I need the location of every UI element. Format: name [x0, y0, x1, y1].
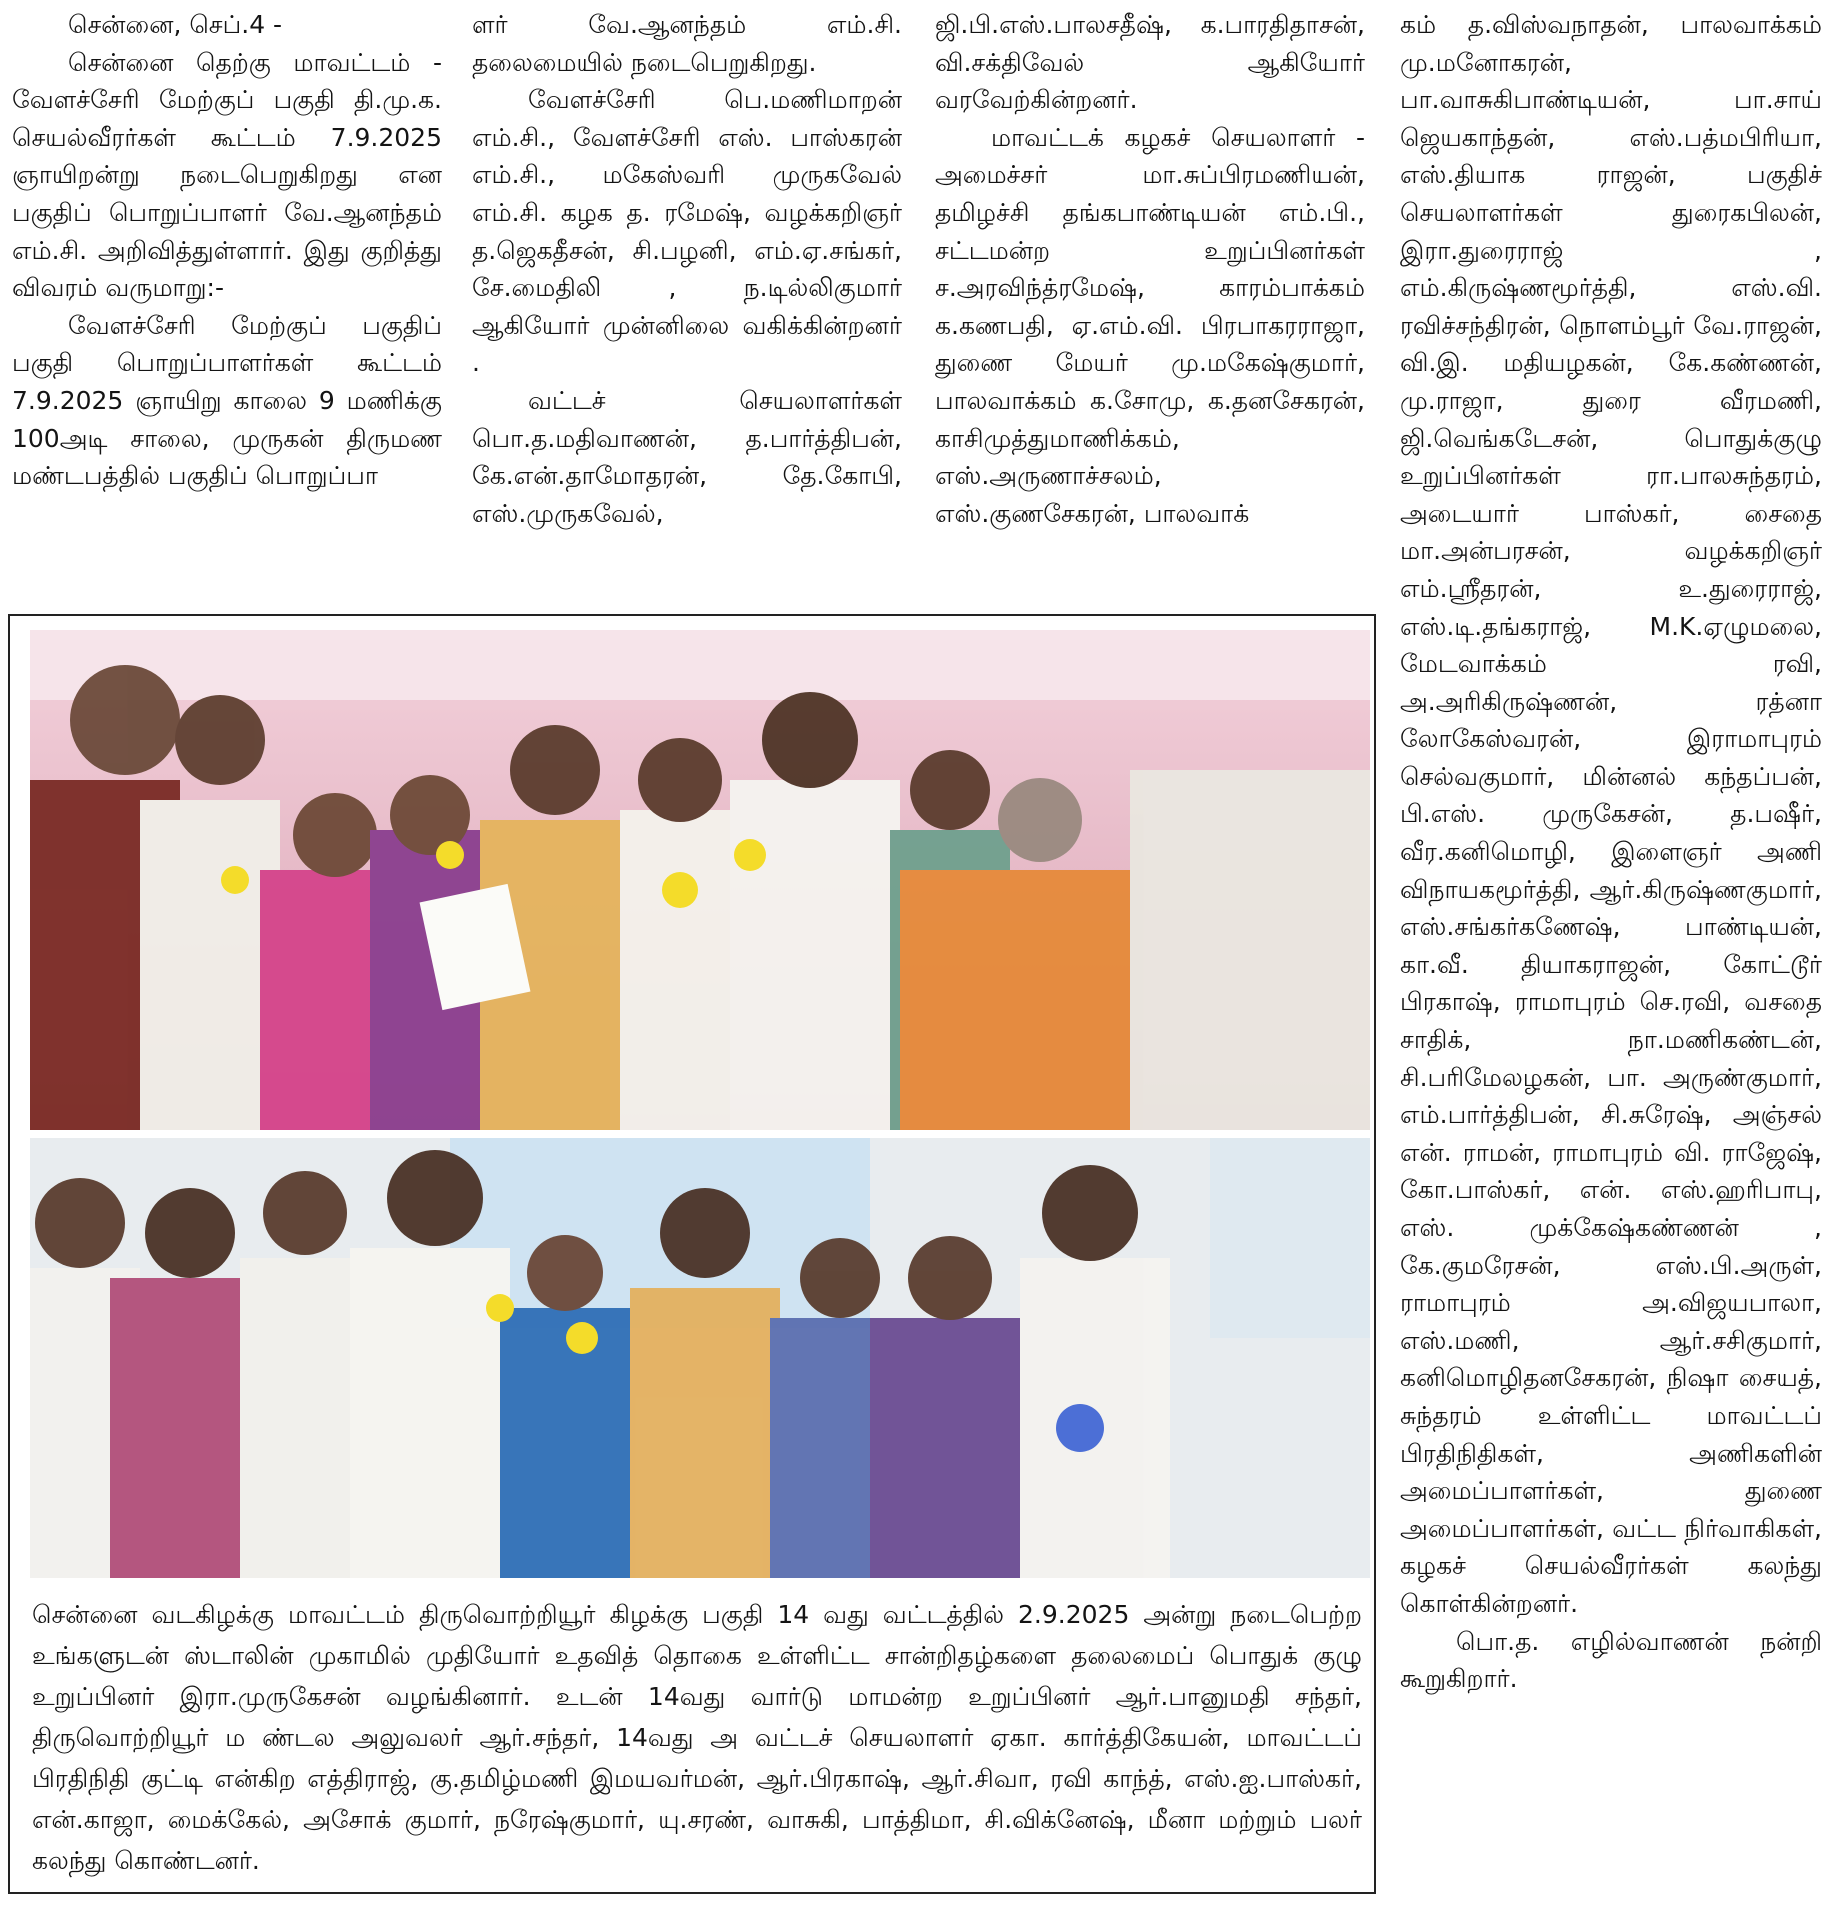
event-photo-top: [30, 630, 1370, 1130]
article-column-2: [472, 6, 902, 532]
group-photo-illustration: [30, 630, 1370, 1130]
event-photo-bottom: [30, 1138, 1370, 1578]
article-paragraph: வேளச்சேரி மேற்குப் பகுதிப் பகுதி பொறுப்பாளர்கள் கூட்டம் 7.9.2025 ஞாயிறு காலை 9 மணிக்கு 100அடி சாலை, முருகன் திருமண மண்டபத்தில் பகுதிப் பொறுப்பா: [12, 310, 442, 491]
article-paragraph: ளர் வே.ஆனந்தம் எம்.சி. தலைமையில் நடைபெறுகிறது.: [472, 10, 902, 77]
photo-caption: சென்னை வடகிழக்கு மாவட்டம் திருவொற்றியூர் கிழக்கு பகுதி 14 வது வட்டத்தில் 2.9.2025 அன்று நடைபெற்ற உங்களுடன் ஸ்டாலின் முகாமில் முதியோர் உதவித் தொகை உள்ளிட்ட சான்றிதழ்களை தலைமைப் பொதுக் குழு உறுப்பினர் இரா.முருகேசன் வழங்கினார். உடன் 14வது வார்டு மாமன்ற உறுப்பினர் ஆர்.பானுமதி சந்தர், திருவொற்றியூர் ம ண்டல அலுவலர் ஆர்.சந்தர், 14வது அ வட்டச் செயலாளர் ஏகா. கார்த்திகேயன், மாவட்டப் பிரதிநிதி குட்டி என்கிற எத்திராஜ், கு.தமிழ்மணி இமயவர்மன், ஆர்.பிரகாஷ், ஆர்.சிவா, ரவி காந்த், எஸ்.ஐ.பாஸ்கர், என்.காஜா, மைக்கேல், அசோக் குமார், நரேஷ்குமார், யு.சரண், வாசுகி, பாத்திமா, சி.விக்னேஷ், மீனா மற்றும் பலர் கலந்து கொண்டனர்.: [32, 1600, 1362, 1875]
photo-caption-box: [8, 614, 1376, 1894]
article-paragraph: கம் த.விஸ்வநாதன், பாலவாக்கம் மு.மனோகரன், பா.வாசுகிபாண்டியன், பா.சாய் ஜெயகாந்தன், எஸ்.பத்மபிரியா, எஸ்.தியாக ராஜன், பகுதிச் செயலாளர்கள் துரைகபிலன், இரா.துரைராஜ் , எம்.கிருஷ்ணமூர்த்தி, எஸ்.வி. ரவிச்சந்திரன், நொளம்பூர் வே.ராஜன், வி.இ. மதியழகன், கே.கண்ணன், மு.ராஜா, துரை வீரமணி, ஜி.வெங்கடேசன், பொதுக்குழு உறுப்பினர்கள் ரா.பாலசுந்தரம், அடையார் பாஸ்கர், சைதை மா.அன்பரசன், வழக்கறிஞர் எம்.ஸ்ரீதரன், உ.துரைராஜ், எஸ்.டி.தங்கராஜ், M.K.ஏழுமலை, மேடவாக்கம் ரவி, அ.அரிகிருஷ்ணன், ரத்னா லோகேஸ்வரன், இராமாபுரம் செல்வகுமார், மின்னல் கந்தப்பன், பி.எஸ். முருகேசன், த.பஷீர், வீர.கனிமொழி, இளைஞர் அணி விநாயகமூர்த்தி, ஆர்.கிருஷ்ணகுமார், எஸ்.சங்கர்கணேஷ், பாண்டியன், கா.வீ. தியாகராஜன், கோட்டூர் பிரகாஷ், ராமாபுரம் செ.ரவி, வசதை சாதிக், நா.மணிகண்டன், சி.பரிமேலழகன், பா. அருண்குமார், எம்.பார்த்திபன், சி.சுரேஷ், அஞ்சல் என். ராமன், ராமாபுரம் வி. ராஜேஷ், கோ.பாஸ்கர், என். எஸ்.ஹரிபாபு, எஸ். முக்கேஷ்கண்ணன் , கே.குமரேசன், எஸ்.பி.அருள், ராமாபுரம் அ.விஜயபாலா, எஸ்.மணி, ஆர்.சசிகுமார், கனிமொழிதனசேகரன், நிஷா சையத், சுந்தரம் உள்ளிட்ட மாவட்டப் பிரதிநிதிகள், அணிகளின் அமைப்பாளர்கள், துணை அமைப்பாளர்கள், வட்ட நிர்வாகிகள், கழகச் செயல்வீரர்கள் கலந்து கொள்கின்றனர்.: [1400, 10, 1822, 1618]
article-paragraph: பொ.த. எழில்வாணன் நன்றி கூறுகிறார்.: [1400, 1626, 1822, 1694]
article-paragraph: வேளச்சேரி பெ.மணிமாறன் எம்.சி., வேளச்சேரி எஸ். பாஸ்கரன் எம்.சி., மகேஸ்வரி முருகவேல் எம்.சி. கழக த. ரமேஷ், வழக்கறிஞர் த.ஜெகதீசன், சி.பழனி, எம்.ஏ.சங்கர், சே.மைதிலி , ந.டில்லிகுமார் ஆகியோர் முன்னிலை வகிக்கின்றனர் .: [472, 85, 902, 378]
article-column-1: [12, 6, 442, 495]
article-column-3: [935, 6, 1365, 532]
article-paragraph: சென்னை தெற்கு மாவட்டம் - வேளச்சேரி மேற்குப் பகுதி தி.மு.க. செயல்வீரர்கள் கூட்டம் 7.9.2025 ஞாயிறன்று நடைபெறுகிறது என பகுதிப் பொறுப்பாளர் வே.ஆனந்தம் எம்.சி. அறிவித்துள்ளார். இது குறித்து விவரம் வருமாறு:-: [12, 47, 442, 303]
article-paragraph: மாவட்டக் கழகச் செயலாளர் - அமைச்சர் மா.சுப்பிரமணியன், தமிழச்சி தங்கபாண்டியன் எம்.பி., சட்டமன்ற உறுப்பினர்கள் ச.அரவிந்த்ரமேஷ், காரம்பாக்கம் க.கணபதி, ஏ.எம்.வி. பிரபாகரராஜா, துணை மேயர் மு.மகேஷ்குமார், பாலவாக்கம் க.சோமு, க.தனசேகரன், காசிமுத்துமாணிக்கம், எஸ்.அருணாச்சலம், எஸ்.குணசேகரன், பாலவாக்: [935, 122, 1365, 528]
article-paragraph: வட்டச் செயலாளர்கள் பொ.த.மதிவாணன், த.பார்த்திபன், கே.என்.தாமோதரன், தே.கோபி, எஸ்.முருகவேல்,: [472, 385, 902, 528]
group-photo-illustration: [30, 1138, 1370, 1578]
article-paragraph: ஜி.பி.எஸ்.பாலசதீஷ், க.பாரதிதாசன், வி.சக்திவேல் ஆகியோர் வரவேற்கின்றனர்.: [935, 10, 1365, 115]
dateline: சென்னை, செப்.4 -: [68, 10, 283, 39]
article-column-4: [1400, 6, 1822, 1698]
